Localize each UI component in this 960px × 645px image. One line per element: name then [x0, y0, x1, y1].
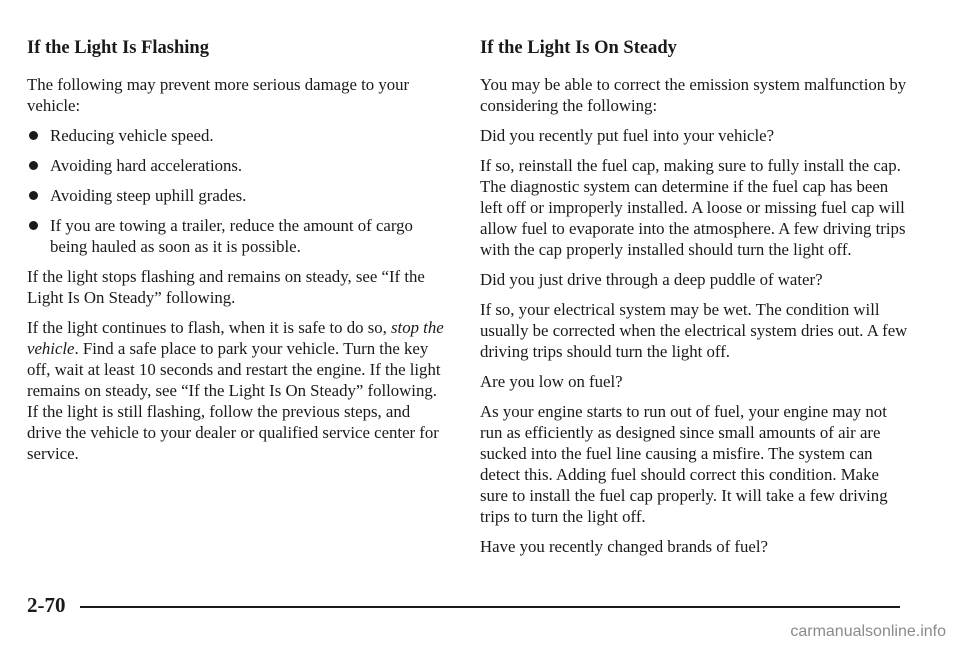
bullet-icon	[29, 191, 38, 200]
question-puddle: Did you just drive through a deep puddle of water?	[480, 270, 823, 289]
bullet-icon	[29, 161, 38, 170]
footer-divider	[80, 606, 900, 608]
bullet-icon	[29, 221, 38, 230]
list-item	[27, 125, 447, 146]
question-recent-fuel: Did you recently put fuel into your vehicle?	[480, 126, 775, 145]
paragraph-text-end: . Find a safe place to park your vehicle. Turn the key off, wait at least 10 seconds and restart the engine. If the light remains on steady, see “If the Light Is On Steady” following. If the light is still flashing, follow the previous steps, and drive the vehicle to your dealer or qualified service center for service.	[27, 339, 441, 463]
paragraph-steady-reference: If the light stops flashing and remains on steady, see “If the Light Is On Steady” following.	[27, 267, 425, 307]
answer-fuel-cap: If so, reinstall the fuel cap, making sure to fully install the cap. The diagnostic system can determine if the fuel cap has been left off or improperly installed. A loose or missing fuel cap will allow fuel to evaporate into the atmosphere. A few driving trips with the cap properly installed should turn the light off.	[480, 156, 906, 259]
answer-low-fuel: As your engine starts to run out of fuel, your engine may not run as efficiently as designed since small amounts of air are sucked into the fuel line causing a misfire. The system can detect this. Adding fuel should correct this condition. Make sure to install the fuel cap properly. It will take a few driving trips to turn the light off.	[480, 402, 888, 526]
emphasis-stop-vehicle: stop the vehicle	[27, 318, 444, 358]
bullet-text: Reducing vehicle speed.	[50, 126, 214, 145]
bullet-list	[27, 125, 447, 257]
list-item	[27, 185, 447, 206]
question-fuel-brands: Have you recently changed brands of fuel?	[480, 537, 768, 556]
right-column	[480, 34, 910, 566]
left-column	[27, 34, 447, 473]
bullet-text: Avoiding hard accelerations.	[50, 156, 243, 175]
watermark: carmanualsonline.info	[790, 623, 946, 640]
bullet-text: If you are towing a trailer, reduce the amount of cargo being hauled as soon as it is possible.	[50, 216, 413, 256]
paragraph-text-start: If the light continues to flash, when it is safe to do so,	[27, 318, 392, 337]
page-number: 2-70	[27, 593, 66, 617]
question-low-fuel: Are you low on fuel?	[480, 372, 623, 391]
paragraph-intro: You may be able to correct the emission system malfunction by considering the following:	[480, 75, 907, 115]
section-heading-steady: If the Light Is On Steady	[480, 38, 677, 58]
bullet-icon	[29, 131, 38, 140]
answer-electrical-wet: If so, your electrical system may be wet. The condition will usually be corrected when the electrical system dries out. A few driving trips should turn the light off.	[480, 300, 908, 361]
paragraph-continues-flashing	[27, 317, 447, 464]
section-heading-flashing: If the Light Is Flashing	[27, 38, 209, 58]
intro-paragraph: The following may prevent more serious damage to your vehicle:	[27, 75, 410, 115]
list-item	[27, 215, 447, 257]
list-item	[27, 155, 447, 176]
bullet-text: Avoiding steep uphill grades.	[50, 186, 247, 205]
